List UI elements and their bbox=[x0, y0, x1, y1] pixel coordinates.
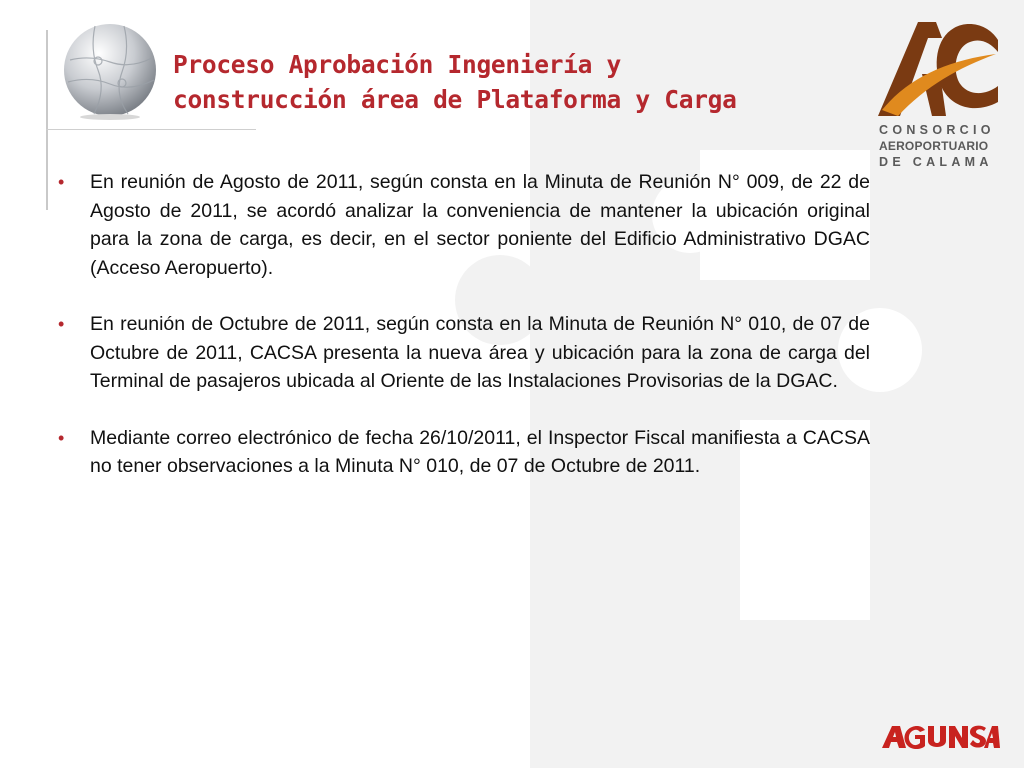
bullet-marker: • bbox=[58, 172, 65, 192]
list-item bbox=[58, 310, 870, 396]
logo-wordmark bbox=[879, 122, 1009, 170]
left-vertical-rule bbox=[46, 30, 48, 210]
bullet-text: En reunión de Octubre de 2011, según consta en la Minuta de Reunión N° 010, de 07 de Octubre de 2011, CACSA presenta la nueva área y ubicación para la zona de carga del Terminal de pasajeros ubicada al Oriente de las Instalaciones Provisorias de la DGAC. bbox=[90, 313, 870, 392]
agunsa-logo-icon bbox=[880, 724, 1000, 750]
title-line-1: Proceso Aprobación Ingeniería y bbox=[173, 50, 621, 79]
ac-logo-icon bbox=[870, 16, 1010, 121]
header-divider bbox=[46, 129, 256, 130]
page-title bbox=[173, 47, 853, 117]
logo-line-2: AEROPORTUARIO bbox=[879, 139, 989, 153]
bullet-text: En reunión de Agosto de 2011, según consta en la Minuta de Reunión N° 009, de 22 de Agosto de 2011, se acordó analizar la conveniencia de mantener la ubicación original para la zona de carga, es decir, en el sector poniente del Edificio Administrativo DGAC (Acceso Aeropuerto). bbox=[90, 171, 870, 279]
bullet-list bbox=[58, 168, 870, 509]
list-item bbox=[58, 424, 870, 481]
puzzle-globe-icon bbox=[60, 20, 160, 120]
logo-line-3: DE CALAMA bbox=[879, 155, 993, 169]
logo-line-1: CONSORCIO bbox=[879, 123, 995, 137]
bullet-text: Mediante correo electrónico de fecha 26/10/2011, el Inspector Fiscal manifiesta a CACSA no tener observaciones a la Minuta N° 010, de 07 de Octubre de 2011. bbox=[90, 426, 870, 477]
bullet-marker: • bbox=[58, 427, 65, 448]
title-line-2: construcción área de Plataforma y Carga bbox=[173, 85, 737, 114]
bullet-marker: • bbox=[58, 314, 65, 334]
list-item bbox=[58, 168, 870, 282]
